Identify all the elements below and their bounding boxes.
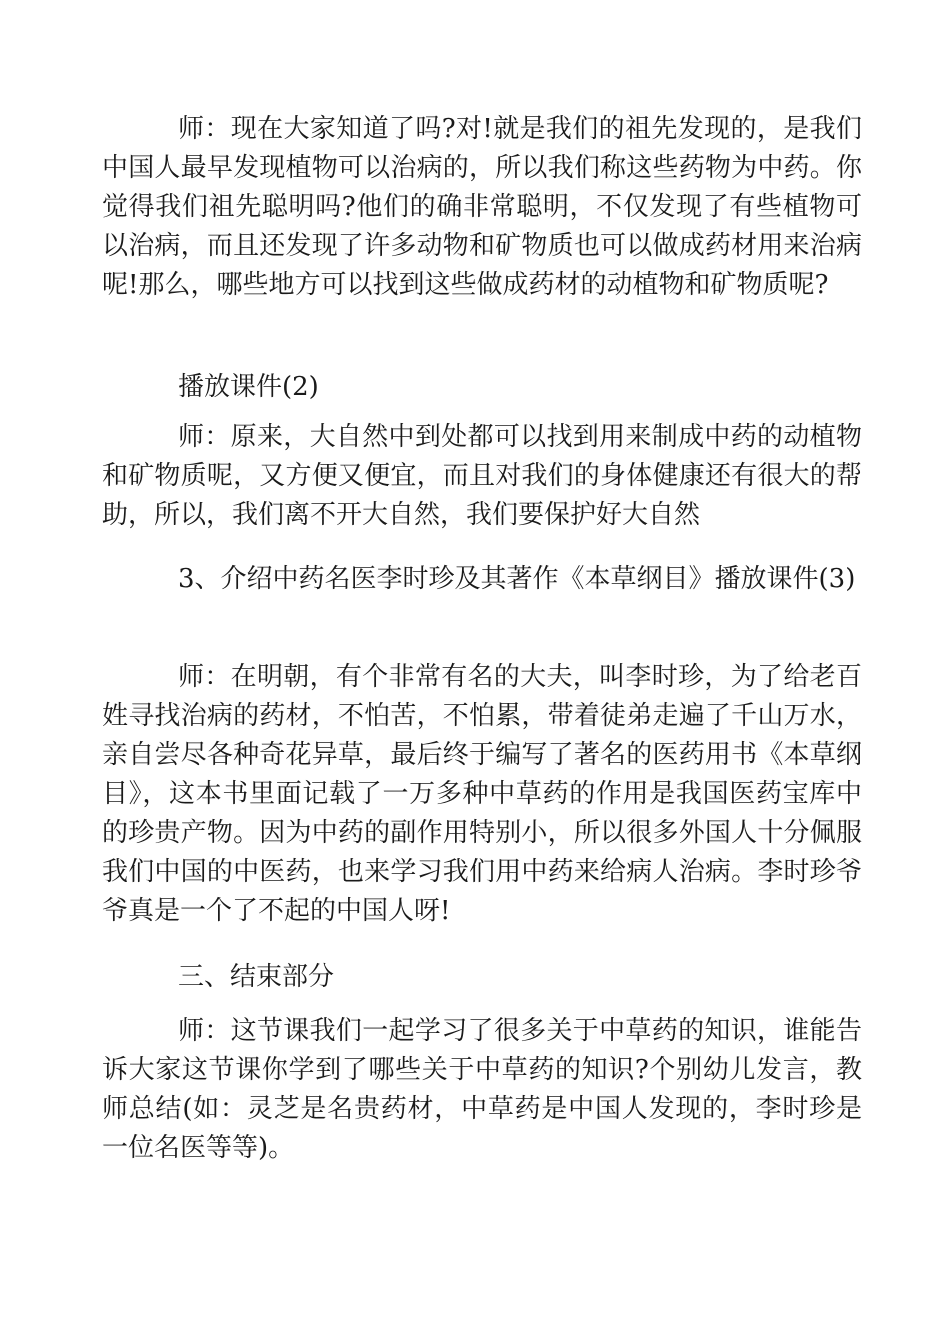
paragraph-teacher-li-shizhen: 师：在明朝，有个非常有名的大夫，叫李时珍，为了给老百姓寻找治病的药材，不怕苦，不怕累，带着徒弟走遍了千山万水，亲自尝尽各种奇花异草，最后终于编写了著名的医药用书《本草纲目》，这本书里面记载了一万多种中草药的作用是我国医药宝库中的珍贵产物。因为中药的副作用特别小，所以很多外国人十分佩服我们中国的中医药，也来学习我们用中药来给病人治病。李时珍爷爷真是一个了不起的中国人呀! xyxy=(102,662,862,926)
paragraph-teacher-summary: 师：这节课我们一起学习了很多关于中草药的知识，谁能告诉大家这节课你学到了哪些关于中草药的知识?个别幼儿发言，教师总结(如：灵芝是名贵药材，中草药是中国人发现的，李时珍是一位名医等等)。 xyxy=(102,1016,862,1163)
section-heading-ending: 三、结束部分 xyxy=(178,962,335,992)
paragraph-li-shizhen-intro: 3、介绍中药名医李时珍及其著作《本草纲目》播放课件(3) xyxy=(178,564,856,594)
paragraph-teacher-nature: 师：原来，大自然中到处都可以找到用来制成中药的动植物和矿物质呢，又方便又便宜，而且对我们的身体健康还有很大的帮助，所以，我们离不开大自然，我们要保护好大自然 xyxy=(102,422,862,530)
paragraph-teacher-ancestors: 师：现在大家知道了吗?对!就是我们的祖先发现的，是我们中国人最早发现植物可以治病的，所以我们称这些药物为中药。你觉得我们祖先聪明吗?他们的确非常聪明，不仅发现了有些植物可以治病，而且还发现了许多动物和矿物质也可以做成药材用来治病呢!那么，哪些地方可以找到这些做成药材的动植物和矿物质呢? xyxy=(102,114,862,300)
paragraph-play-courseware-2: 播放课件(2) xyxy=(178,372,319,402)
